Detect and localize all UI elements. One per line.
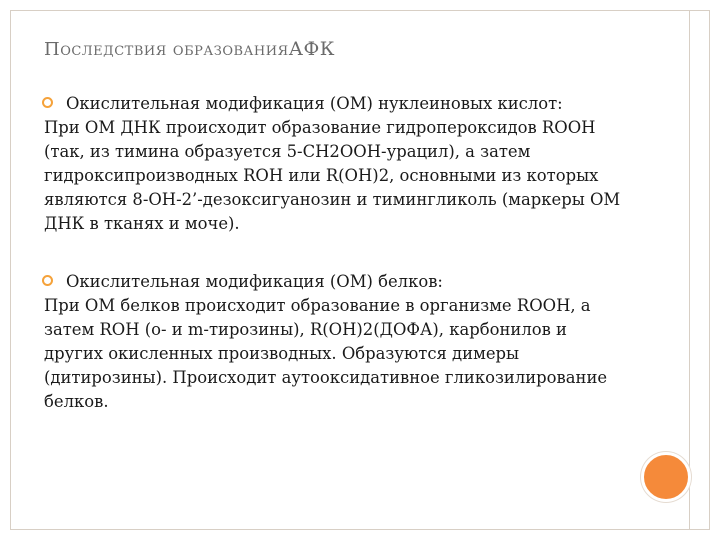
slide-title (44, 38, 335, 60)
bullet-text: Окислительная модификация (ОМ) белков: (66, 272, 443, 291)
slide-title-part2: АФК (288, 38, 335, 60)
circle-bullet-icon (42, 97, 53, 108)
paragraph-proteins: При ОМ белков происходит образование в организме ROOH, а затем ROH (o- и m-тирозины), R(OH)2(ДОФА), карбонилов и других окисленных производных. Образуются димеры (дитирозины). Происходит аутооксидативное гликозилирование белков. (44, 296, 608, 411)
paragraph-nucleic-acids: При ОМ ДНК происходит образование гидропероксидов ROOH (так, из тимина образуется 5-CH2OOH-урацил), а затем гидроксипроизводных ROH или R(OH)2, основными из которых являются 8-ОН-2’-дезоксигуанозин и тимингликоль (маркеры ОМ ДНК в тканях и моче). (44, 118, 621, 233)
slide-title-part1: Последствия образования (44, 39, 289, 60)
decorative-orange-circle (641, 452, 691, 502)
bullet-nucleic-acids (44, 92, 624, 116)
section-gap (44, 236, 624, 270)
slide-content (44, 92, 624, 414)
slide-side-line (689, 10, 690, 530)
bullet-text: Окислительная модификация (ОМ) нуклеиновых кислот: (66, 94, 563, 113)
circle-bullet-icon (42, 275, 53, 286)
bullet-proteins (44, 270, 624, 294)
